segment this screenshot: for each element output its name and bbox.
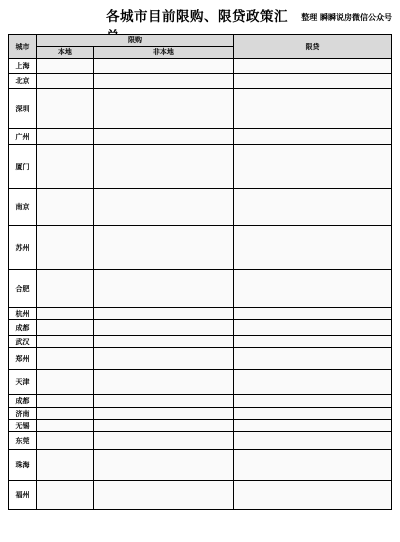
nonlocal-cell — [94, 395, 234, 407]
loan-cell — [234, 59, 391, 73]
table-row — [9, 320, 391, 336]
nonlocal-cell — [94, 432, 234, 449]
nonlocal-cell — [94, 308, 234, 319]
loan-cell — [234, 270, 391, 307]
local-cell — [37, 481, 94, 509]
local-cell — [37, 408, 94, 419]
city-name: 济南 — [9, 408, 37, 419]
nonlocal-cell — [94, 408, 234, 419]
table-row — [9, 74, 391, 89]
loan-cell — [234, 395, 391, 407]
local-cell — [37, 74, 94, 88]
nonlocal-cell — [94, 370, 234, 394]
nonlocal-cell — [94, 481, 234, 509]
city-name: 武汉 — [9, 336, 37, 347]
loan-cell — [234, 348, 391, 369]
local-cell — [37, 420, 94, 431]
nonlocal-cell — [94, 450, 234, 480]
local-cell — [37, 336, 94, 347]
header-city: 城市 — [9, 35, 37, 58]
table-row — [9, 395, 391, 408]
city-name: 福州 — [9, 481, 37, 509]
local-cell — [37, 129, 94, 144]
nonlocal-cell — [94, 145, 234, 188]
table-row — [9, 481, 391, 509]
city-name: 厦门 — [9, 145, 37, 188]
nonlocal-cell — [94, 74, 234, 88]
header-purchase-sub — [37, 47, 233, 58]
loan-cell — [234, 145, 391, 188]
local-cell — [37, 270, 94, 307]
local-cell — [37, 370, 94, 394]
city-name: 郑州 — [9, 348, 37, 369]
local-cell — [37, 145, 94, 188]
header-purchase: 限购 — [37, 35, 233, 47]
table-row — [9, 145, 391, 189]
table-row — [9, 308, 391, 320]
city-name: 成都 — [9, 395, 37, 407]
loan-cell — [234, 481, 391, 509]
nonlocal-cell — [94, 59, 234, 73]
table-row — [9, 450, 391, 481]
local-cell — [37, 189, 94, 225]
city-name: 珠海 — [9, 450, 37, 480]
city-name: 广州 — [9, 129, 37, 144]
loan-cell — [234, 408, 391, 419]
loan-cell — [234, 370, 391, 394]
nonlocal-cell — [94, 270, 234, 307]
loan-cell — [234, 420, 391, 431]
local-cell — [37, 308, 94, 319]
table-row — [9, 336, 391, 348]
policy-table — [8, 34, 392, 510]
nonlocal-cell — [94, 226, 234, 269]
nonlocal-cell — [94, 89, 234, 128]
table-row — [9, 270, 391, 308]
city-name: 南京 — [9, 189, 37, 225]
city-name: 上海 — [9, 59, 37, 73]
local-cell — [37, 395, 94, 407]
loan-cell — [234, 189, 391, 225]
loan-cell — [234, 129, 391, 144]
loan-cell — [234, 89, 391, 128]
local-cell — [37, 226, 94, 269]
loan-cell — [234, 226, 391, 269]
table-row — [9, 432, 391, 450]
document-title: 各城市目前限购、限贷政策汇 — [106, 9, 288, 25]
loan-cell — [234, 450, 391, 480]
table-row — [9, 348, 391, 370]
local-cell — [37, 89, 94, 128]
table-row — [9, 370, 391, 395]
city-name: 杭州 — [9, 308, 37, 319]
header-purchase-group — [37, 35, 234, 58]
table-row — [9, 59, 391, 74]
loan-cell — [234, 336, 391, 347]
table-row — [9, 89, 391, 129]
nonlocal-cell — [94, 348, 234, 369]
header-nonlocal: 非本地 — [152, 48, 174, 57]
nonlocal-cell — [94, 189, 234, 225]
local-cell — [37, 450, 94, 480]
header-local: 本地 — [37, 47, 94, 58]
city-name: 苏州 — [9, 226, 37, 269]
loan-cell — [234, 320, 391, 335]
city-name: 东莞 — [9, 432, 37, 449]
nonlocal-cell — [94, 420, 234, 431]
table-row — [9, 408, 391, 420]
nonlocal-cell — [94, 336, 234, 347]
table-row — [9, 189, 391, 226]
nonlocal-cell — [94, 320, 234, 335]
table-row — [9, 420, 391, 432]
city-name: 天津 — [9, 370, 37, 394]
table-row — [9, 226, 391, 270]
header-loan: 限贷 — [305, 42, 320, 51]
nonlocal-cell — [94, 129, 234, 144]
loan-cell — [234, 74, 391, 88]
local-cell — [37, 432, 94, 449]
city-name: 合肥 — [9, 270, 37, 307]
table-row — [9, 129, 391, 145]
local-cell — [37, 320, 94, 335]
table-body — [9, 59, 391, 509]
table-header-row — [9, 35, 391, 59]
loan-cell — [234, 308, 391, 319]
document-header — [8, 0, 392, 34]
city-name: 无锡 — [9, 420, 37, 431]
loan-cell — [234, 432, 391, 449]
city-name: 北京 — [9, 74, 37, 88]
local-cell — [37, 348, 94, 369]
source-note: 整理 瞬瞬说房微信公众号 — [301, 13, 392, 22]
local-cell — [37, 59, 94, 73]
city-name: 成都 — [9, 320, 37, 335]
city-name: 深圳 — [9, 89, 37, 128]
